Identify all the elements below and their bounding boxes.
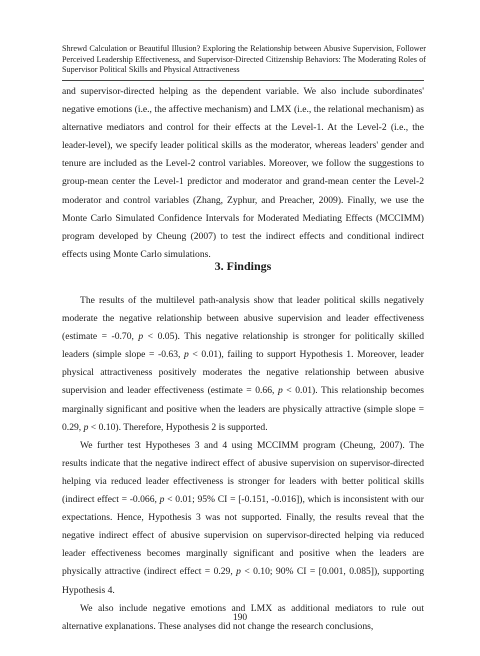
findings-paragraph-2: We further test Hypotheses 3 and 4 using MCCIMM program (Cheung, 2007). The results indicate that the negative indirect effect of abusive supervision on supervisor-directed helping via reduced leader effectiveness is stronger for leaders with better political skills (indirect effect = -0.066, p < 0.01; 95% CI = [-0.151, -0.016]), which is inconsistent with our expectations. Hence, Hypothesis 3 was not supported. Finally, the results reveal that the negative indirect effect of abusive supervision on supervisor-directed helping via reduced leader effectiveness becomes marginally significant and positive when the leaders are physically attractive (indirect effect = 0.29, p < 0.10; 90% CI = [0.001, 0.085]), supporting Hypothesis 4. xyxy=(62,439,424,596)
method-continuation-paragraph xyxy=(62,83,424,264)
findings-section-body xyxy=(62,292,424,636)
findings-paragraph-3: We also include negative emotions and LMX as additional mediators to rule out alternative explanations. These analyses did not change the research conclusions, xyxy=(62,602,424,632)
paragraph-text: and supervisor-directed helping as the dependent variable. We also include subordinates' negative emotions (i.e., the affective mechanism) and LMX (i.e., the relational mechanism) as alternative mediators and control for their effects at the Level-1. At the Level-2 (i.e., the leader-level), we specify leader political skills as the moderator, whereas leaders' gender and tenure are included as the Level-2 control variables. Moreover, we follow the suggestions to group-mean center the Level-1 predictor and moderator and grand-mean center the Level-2 moderator and control variables (Zhang, Zyphur, and Preacher, 2009). Finally, we use the Monte Carlo Simulated Confidence Intervals for Moderated Mediating Effects (MCCIMM) program developed by Cheung (2007) to test the indirect effects and conditional indirect effects using Monte Carlo simulations. xyxy=(62,86,424,260)
section-heading: 3. Findings xyxy=(214,259,272,273)
findings-paragraph-1: The results of the multilevel path-analysis show that leader political skills negatively moderate the negative relationship between abusive supervision and leader effectiveness (estimate = -0.70, p < 0.05). This negative relationship is stronger for politically skilled leaders (simple slope = -0.63, p < 0.01), failing to support Hypothesis 1. Moreover, leader physical attractiveness positively moderates the negative relationship between abusive supervision and leader effectiveness (estimate = 0.66, p < 0.01). This relationship becomes marginally significant and positive when the leaders are physically attractive (simple slope = 0.29, p < 0.10). Therefore, Hypothesis 2 is supported. xyxy=(62,295,425,433)
running-header: Shrewd Calculation or Beautiful Illusion? Exploring the Relationship between Abusive Supervision, Follower Perceived Leadership Effectiveness, and Supervisor-Directed Citizenship Behaviors: The Moderating Roles of Supervisor Political Skills and Physical Attractiveness xyxy=(62,44,426,75)
page-number: 190 xyxy=(232,613,248,623)
header-divider xyxy=(62,80,424,81)
